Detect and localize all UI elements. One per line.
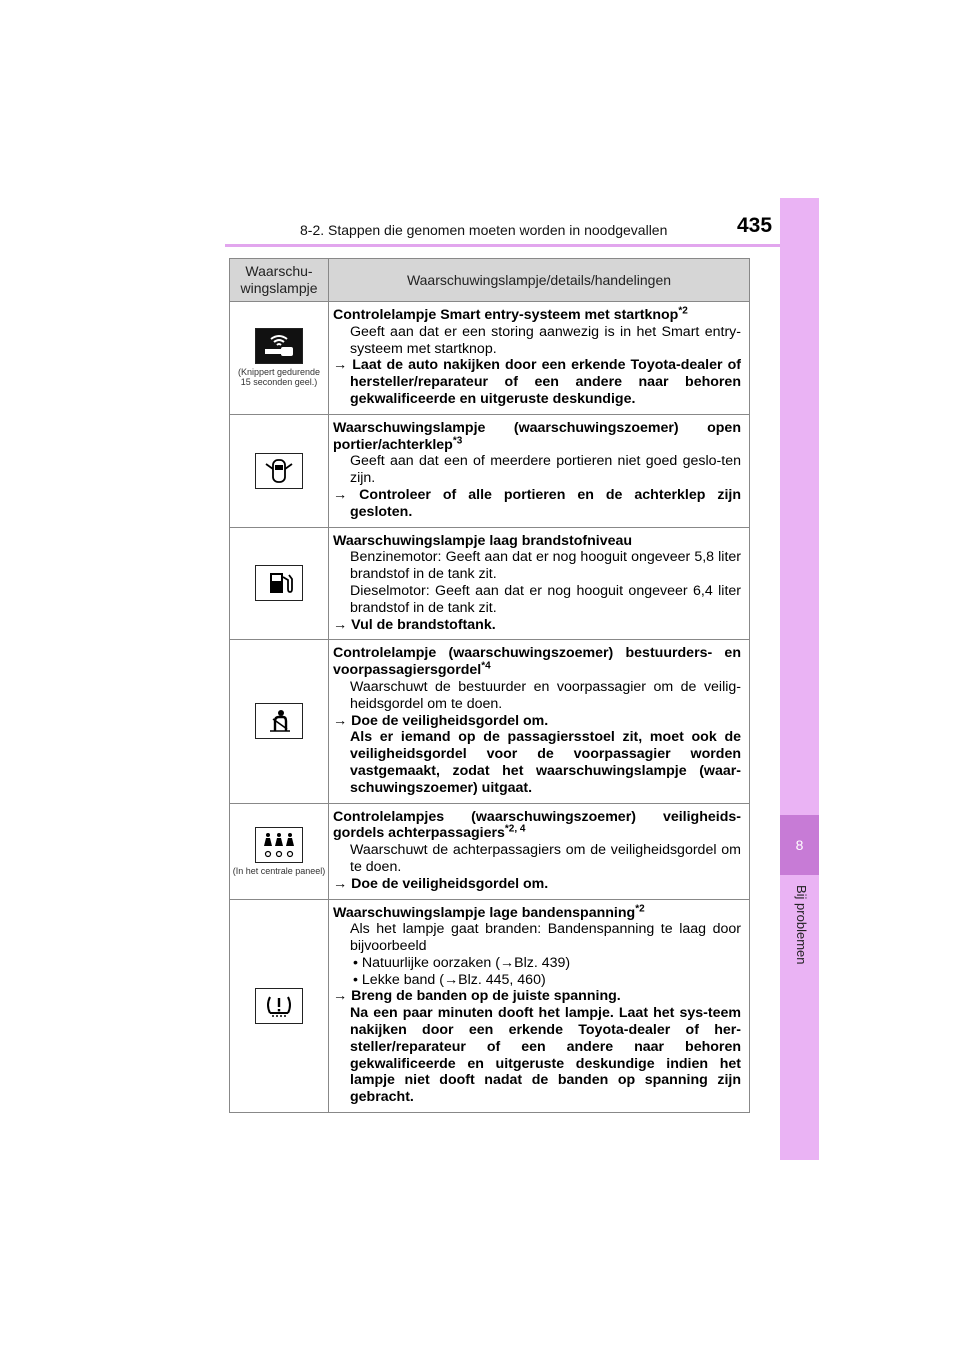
detail-text: Waarschuwt de bestuurder en voorpassagier om de veilig-heidsgordel om te doen.	[350, 678, 741, 712]
table-header-row	[230, 259, 750, 302]
icon-caption: (In het centrale paneel)	[232, 865, 326, 876]
chapter-side-tab	[780, 198, 819, 1160]
section-title: 8-2. Stappen die genomen moeten worden in noodgevallen	[300, 222, 668, 238]
details-cell	[329, 414, 750, 527]
icon-cell	[230, 640, 329, 803]
row-title: Controlelampje (waarschuwingszoemer) bestuurders- en voorpassagiersgordel$^{*4}$	[333, 645, 741, 679]
detail-text: Benzinemotor: Geeft aan dat er nog hooguit ongeveer 5,8 liter brandstof in de tank zit.	[350, 549, 741, 583]
details-cell	[329, 527, 750, 640]
icon-cell	[230, 527, 329, 640]
action-text: → Laat de auto nakijken door een erkende Toyota-dealer of hersteller/reparateur of een andere naar behoren gekwalificeerde en uitgeruste deskundige.	[333, 357, 741, 407]
action-text: → Vul de brandstoftank.	[333, 616, 496, 633]
bullet-item: • Natuurlijke oorzaken (→Blz. 439)	[353, 954, 571, 971]
column-header-lamp: Waarschu- wingslampje	[230, 259, 329, 302]
action-text: → Doe de veiligheidsgordel om.	[333, 712, 549, 729]
detail-text: Waarschuwt de achterpassagiers om de veiligheidsgordel om te doen.	[350, 842, 741, 875]
column-header-details: Waarschuwingslampje/details/handelingen	[329, 259, 750, 302]
detail-text: Als het lampje gaat branden: Bandenspanning te laag door bijvoorbeeld	[350, 921, 741, 955]
icon-caption: (Knippert gedurende 15 seconden geel.)	[237, 367, 321, 388]
tire-pressure-icon	[255, 988, 303, 1024]
rear-seatbelts-icon	[255, 827, 303, 863]
smart-entry-key-icon	[255, 328, 303, 364]
icon-cell	[230, 414, 329, 527]
row-title: Waarschuwingslampje (waarschuwingszoemer) open portier/achterklep$^{*3}$	[333, 419, 741, 453]
table-row	[230, 527, 750, 640]
row-title: Controlelampjes (waarschuwingszoemer) veiligheids-gordels achterpassagiers$^{*2, 4}$	[333, 808, 741, 842]
table-row	[230, 803, 750, 899]
table-row	[230, 302, 750, 415]
action-text: → Breng de banden op de juiste spanning.	[333, 988, 621, 1005]
fuel-pump-icon	[255, 565, 303, 601]
page-number: 435	[737, 214, 773, 237]
action-text: → Doe de veiligheidsgordel om.	[333, 875, 549, 892]
detail-text: Geeft aan dat er een storing aanwezig is in het Smart entry-systeem met startknop.	[350, 323, 741, 357]
details-cell	[329, 640, 750, 803]
warning-lights-table	[229, 258, 750, 1113]
table-row	[230, 640, 750, 803]
detail-text: Dieselmotor: Geeft aan dat er nog hooguit ongeveer 6,4 liter brandstof in de tank zit.	[350, 582, 741, 616]
action-note: Als er iemand op de passagiersstoel zit, moet ook de veiligheidsgordel voor de voorpassagier worden vastgemaakt, zodat het waarschuwingslampje (waar-schuwingszoemer) uitgaat.	[350, 729, 741, 796]
bullet-item: • Lekke band (→Blz. 445, 460)	[353, 971, 546, 988]
chapter-label: Bij problemen	[794, 885, 809, 965]
chapter-number: 8	[780, 815, 819, 875]
action-note: Na een paar minuten dooft het lampje. Laat het sys-teem nakijken door een erkende Toyota-dealer of her-steller/reparateur of een andere naar behoren gekwalificeerde en uitgeruste deskundige indien het lampje niet dooft nadat de banden op spanning zijn gebracht.	[350, 1005, 741, 1106]
row-title: Waarschuwingslampje lage bandenspanning$^{*2}$	[333, 902, 645, 921]
row-title: Controlelampje Smart entry-systeem met startknop$^{*2}$	[333, 305, 688, 323]
action-text: → Controleer of alle portieren en de achterklep zijn gesloten.	[333, 486, 741, 520]
details-cell	[329, 302, 750, 415]
detail-text: Geeft aan dat een of meerdere portieren niet goed geslo-ten zijn.	[350, 453, 741, 487]
table-row	[230, 899, 750, 1113]
seatbelt-icon	[255, 703, 303, 739]
icon-cell	[230, 899, 329, 1113]
icon-cell	[230, 803, 329, 899]
details-cell	[329, 899, 750, 1113]
icon-cell	[230, 302, 329, 415]
table-row	[230, 414, 750, 527]
header-divider	[225, 244, 819, 247]
details-cell	[329, 803, 750, 899]
row-title: Waarschuwingslampje laag brandstofniveau	[333, 532, 633, 549]
open-door-icon	[255, 453, 303, 489]
